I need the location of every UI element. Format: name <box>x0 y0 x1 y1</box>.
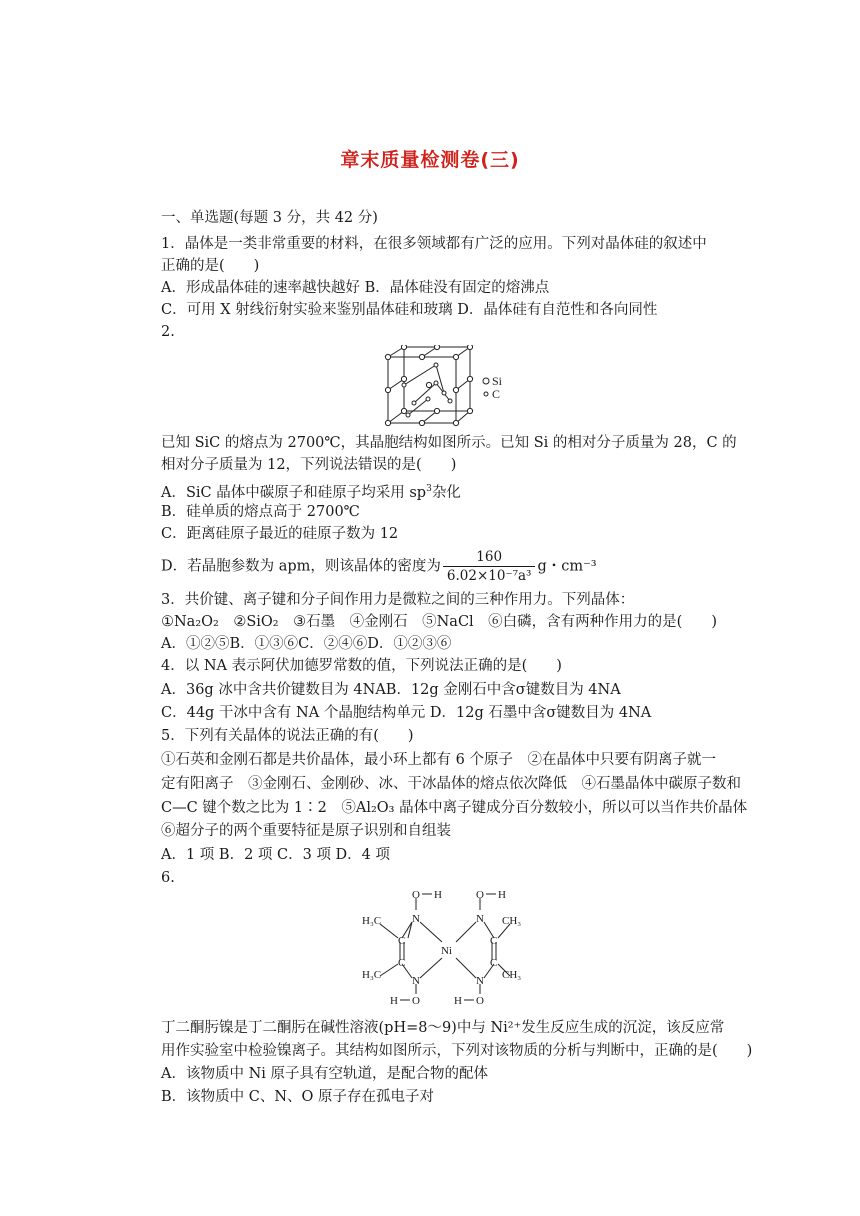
svg-text:H₃C: H₃C <box>362 915 382 927</box>
fraction-numerator: 160 <box>443 548 536 567</box>
page-title: 章末质量检测卷(三) <box>340 149 520 171</box>
density-unit: g・cm⁻³ <box>537 558 597 575</box>
q5-line1: ①石英和金刚石都是共价晶体，最小环上都有 6 个原子 ②在晶体中只要有阴离子就一 <box>161 752 716 768</box>
q4-stem: 4．以 NA 表示阿伏加德罗常数的值，下列说法正确的是( ) <box>161 658 562 674</box>
svg-text:H: H <box>434 889 442 901</box>
q4-options-ab: A．36g 冰中含共价键数目为 4NAB．12g 金刚石中含σ键数目为 4NA <box>161 682 621 698</box>
q6-stem-line1: 丁二酮肟镍是丁二酮肟在碱性溶液(pH=8～9)中与 Ni²⁺发生反应生成的沉淀，该反应常 <box>161 1020 725 1036</box>
q2-option-c: C．距离硅原子最近的硅原子数为 12 <box>161 526 399 542</box>
q5-options: A．1 项 B．2 项 C．3 项 D．4 项 <box>161 847 391 863</box>
q3-items: ①Na₂O₂ ②SiO₂ ③石墨 ④金刚石 ⑤NaCl ⑥白磷，含有两种作用力的是( ) <box>161 614 717 630</box>
q2-option-d-text: D．若晶胞参数为 apm，则该晶体的密度为 <box>161 558 441 575</box>
q2-stem-line1: 已知 SiC 的熔点为 2700℃，其晶胞结构如图所示。已知 Si 的相对分子质量为 28，C 的 <box>161 435 737 451</box>
fraction-denominator: 6.02×10⁻⁷a³ <box>446 568 532 584</box>
nickel-dimethylglyoxime-structure <box>362 882 522 1012</box>
q2-number: 2. <box>161 324 175 340</box>
q2-option-a-suffix: 杂化 <box>431 484 461 501</box>
svg-text:O: O <box>412 889 420 901</box>
q6-number: 6. <box>161 870 175 886</box>
q5-line4: ⑥超分子的两个重要特征是原子识别和自组装 <box>161 823 451 839</box>
q6-option-a: A．该物质中 Ni 原子具有空轨道，是配合物的配体 <box>161 1066 489 1082</box>
c-legend-marker <box>484 392 488 396</box>
svg-text:O: O <box>412 995 420 1007</box>
q2-stem-line2: 相对分子质量为 12，下列说法错误的是( ) <box>161 457 457 473</box>
q3-stem: 3．共价键、离子键和分子间作用力是微粒之间的三种作用力。下列晶体： <box>161 592 635 608</box>
q4-options-cd: C．44g 干冰中含有 NA 个晶胞结构单元 D．12g 石墨中含σ键数目为 4NA <box>161 705 652 721</box>
q6-stem-line2: 用作实验室中检验镍离子。其结构如图所示，下列对该物质的分析与判断中，正确的是( ) <box>161 1043 753 1059</box>
svg-text:CH₃: CH₃ <box>502 969 522 981</box>
q5-line2: 定有阳离子 ③金刚石、金刚砂、冰、干冰晶体的熔点依次降低 ④石墨晶体中碳原子数和 <box>161 776 741 792</box>
q2-option-a <box>161 479 461 503</box>
q1-options-ab: A．形成晶体硅的速率越快越好 B．晶体硅没有固定的熔沸点 <box>161 280 550 296</box>
density-fraction <box>443 548 536 585</box>
q5-stem: 5．下列有关晶体的说法正确的有( ) <box>161 728 414 744</box>
q2-option-b: B．硅单质的熔点高于 2700℃ <box>161 504 360 520</box>
svg-text:H: H <box>454 995 462 1007</box>
q3-options: A．①②⑤B．①③⑥C．②④⑥D．①②③⑥ <box>161 636 452 652</box>
svg-text:N: N <box>476 913 484 925</box>
svg-text:N: N <box>412 913 420 925</box>
q6-option-b: B．该物质中 C、N、O 原子存在孤电子对 <box>161 1089 435 1105</box>
q2-option-a-superscript: 3 <box>426 484 432 494</box>
svg-text:O: O <box>476 889 484 901</box>
c-legend-label: C <box>492 387 501 401</box>
q1-stem-line1: 1．晶体是一类非常重要的材料，在很多领域都有广泛的应用。下列对晶体硅的叙述中 <box>161 236 707 252</box>
svg-text:H₃C: H₃C <box>362 969 382 981</box>
section-heading: 一、单选题(每题 3 分，共 42 分) <box>161 210 378 226</box>
svg-text:C: C <box>490 935 498 947</box>
sic-crystal-cell-figure <box>384 345 520 427</box>
svg-text:Ni: Ni <box>441 945 452 957</box>
q1-options-cd: C．可用 X 射线衍射实验来鉴别晶体硅和玻璃 D．晶体硅有自范性和各向同性 <box>161 302 658 318</box>
q2-option-a-text: A．SiC 晶体中碳原子和硅原子均采用 sp <box>161 484 427 501</box>
q1-stem-line2: 正确的是( ) <box>161 258 260 274</box>
svg-text:O: O <box>476 995 484 1007</box>
svg-text:H: H <box>498 889 506 901</box>
svg-text:N: N <box>412 975 420 987</box>
svg-text:N: N <box>476 975 484 987</box>
svg-text:C: C <box>398 957 406 969</box>
svg-text:C: C <box>398 935 406 947</box>
si-legend-label: Si <box>492 374 503 388</box>
svg-text:CH₃: CH₃ <box>502 915 522 927</box>
si-legend-marker <box>483 378 489 384</box>
q5-line3: C—C 键个数之比为 1∶2 ⑤Al₂O₃ 晶体中离子键成分百分数较小，所以可以当作共价晶体 <box>161 800 748 816</box>
svg-text:H: H <box>390 995 398 1007</box>
q2-option-d <box>161 548 597 585</box>
svg-text:C: C <box>490 957 498 969</box>
